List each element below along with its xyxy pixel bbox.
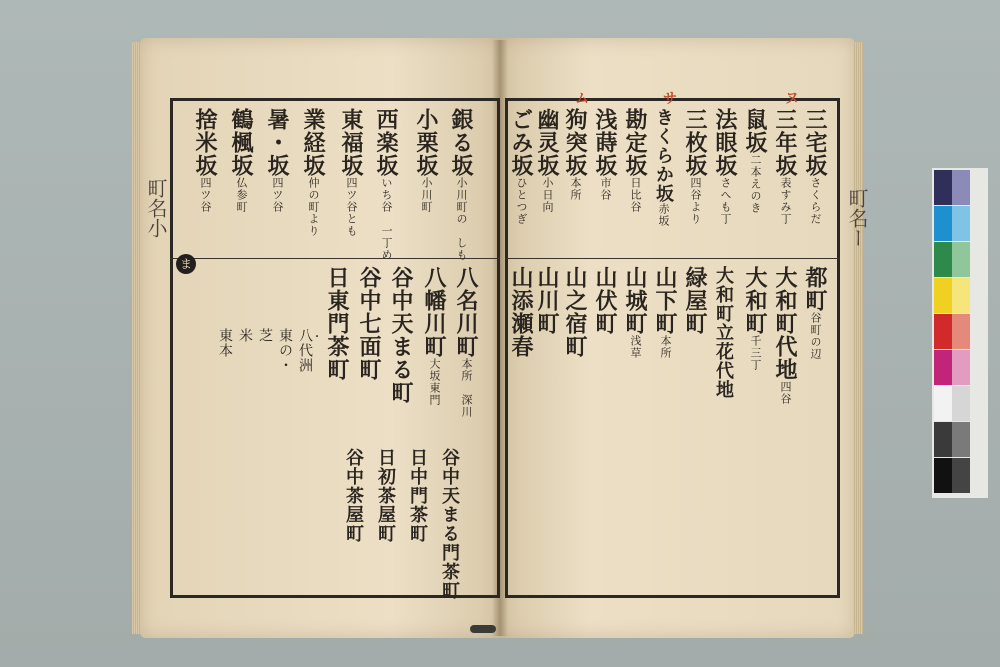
right-upper-col-2: 三年坂表すみ丁 [772,108,798,225]
left-lower-col-5: 日東門茶町 [324,266,350,381]
left-margin-note: 町名小 [144,178,168,238]
left-upper-col-7: 鶴楓坂仏参町 [228,108,254,213]
color-swatch [952,422,970,457]
color-swatch [952,170,970,205]
list-item: 東の・ [277,328,293,373]
fore-edge-right [853,42,863,634]
section-badge: ま [176,254,196,274]
right-upper-col-7: 勘定坂日比谷 [622,108,648,213]
left-upper-col-8: 捨米坂四ツ谷 [192,108,218,213]
right-lower-col-7: 山城町浅草 [622,266,648,359]
left-upper-col-1: 銀る坂小川町の しも [448,108,474,261]
color-swatch [934,314,952,349]
list-item: 米 [237,328,253,343]
color-swatch [952,278,970,313]
color-swatch [952,242,970,277]
right-lower-col-11: 山添瀬春 [508,266,534,358]
right-lower-col-3: 大和町千三丁 [742,266,768,371]
left-lower-col-9: 谷中茶屋町 [343,448,364,543]
right-lower-col-6: 山下町本所 [652,266,678,359]
left-lower-col-7: 日中門茶町 [407,448,428,543]
right-upper-col-5: 三枚坂四谷より [682,108,708,225]
color-swatch [952,314,970,349]
binding-thread [470,625,496,633]
right-margin-note: 町名ー [845,188,869,248]
right-upper-col-8: 浅蒔坂市谷 [592,108,618,201]
left-lower-col-1: 八名川町本所 深川 [453,266,479,418]
color-swatch [934,170,952,205]
left-lower-col-6: 谷中天まる門茶町 [439,448,460,600]
right-lower-col-8: 山伏町 [592,266,618,335]
right-upper-col-6: きくらか坂赤坂 [653,108,674,227]
color-swatch [934,242,952,277]
left-upper-col-3: 西楽坂いち谷 一丁め [373,108,399,261]
left-lower-col-3: 谷中天まる町 [388,266,414,404]
color-swatch [934,278,952,313]
red-mark: サ [663,91,677,107]
right-lower-col-2: 大和町代地四谷 [772,266,798,405]
right-upper-col-11: ごみ坂ひとつぎ [508,108,534,225]
right-upper-col-1: 三宅坂さくらだ [802,108,828,225]
color-swatch [934,422,952,457]
color-swatch [952,458,970,493]
right-lower-col-9: 山之宿町 [562,266,588,358]
color-swatch [934,386,952,421]
color-swatch [934,206,952,241]
left-lower-col-2: 八幡川町大坂東門 [421,266,447,406]
left-lower-col-8: 日初茶屋町 [375,448,396,543]
right-upper-col-10: 幽灵坂小日向 [534,108,560,213]
list-item: 芝 [257,328,273,343]
left-upper-col-6: 暑・坂四ツ谷 [264,108,290,213]
right-upper-col-3: 鼠坂二本えのき [742,108,768,214]
list-bullet: ・ [312,332,322,343]
color-calibration-chart [932,168,988,498]
right-lower-col-4: 大和町立花代地 [713,266,734,399]
left-upper-col-4: 東福坂四ツ谷とも [338,108,364,237]
right-upper-col-9: 狗突坂本所 [562,108,588,201]
color-swatch [952,386,970,421]
red-mark: ム [575,91,589,107]
color-swatch [934,350,952,385]
list-item: 東本 [217,328,233,358]
right-divider-line [505,258,840,259]
right-upper-col-4: 法眼坂さへも丁 [712,108,738,225]
open-book [140,28,869,640]
color-swatch [952,206,970,241]
right-lower-col-5: 緑屋町 [682,266,708,335]
left-lower-col-4: 谷中七面町 [356,266,382,381]
list-item: 八代洲 [297,328,313,373]
left-upper-col-2: 小栗坂小川町 [413,108,439,213]
left-upper-col-5: 業経坂仲の町より [300,108,326,237]
right-lower-col-10: 山川町 [534,266,560,335]
red-mark: ヌ [785,91,799,107]
right-lower-col-1: 都町谷町の辺 [802,266,828,360]
color-swatch [934,458,952,493]
color-swatch [952,350,970,385]
